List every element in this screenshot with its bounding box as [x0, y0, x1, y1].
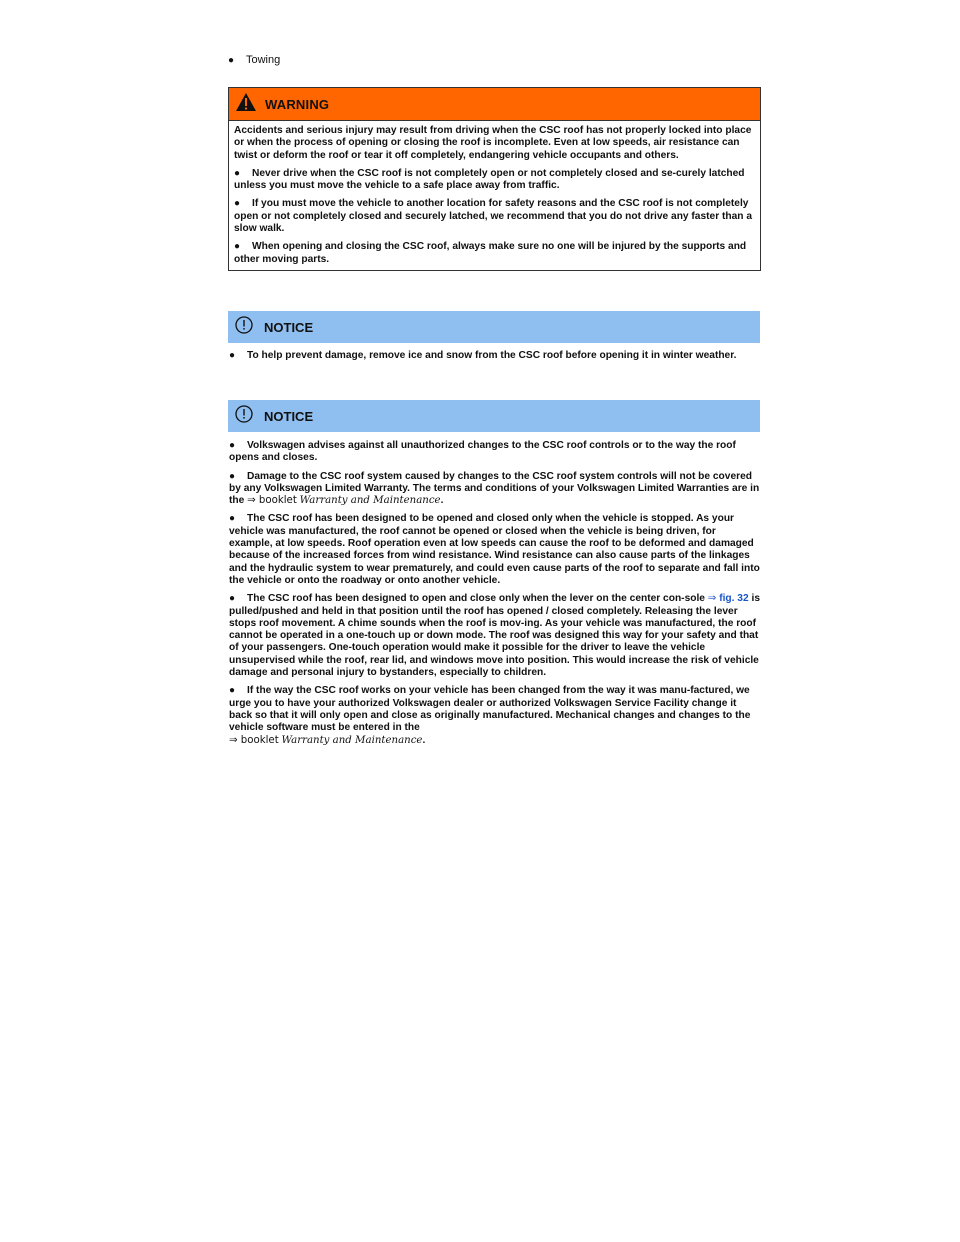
notice-body: [229, 440, 761, 753]
warning-intro: Accidents and serious injury may result from driving when the CSC roof has not properly locked into place or when the process of opening or closing the roof is incomplete. Even at low speeds, air resistance can twist or deform the roof or tear it off completely, endangering vehicle occupants and others.: [234, 125, 752, 161]
list-item: ● Never drive when the CSC roof is not completely open or not completely closed and se-curely latched unless you must move the vehicle to a safe place away from traffic.: [234, 167, 745, 192]
notice-title: NOTICE: [264, 319, 314, 335]
bullet-dot: ●: [229, 685, 236, 697]
warning-title: WARNING: [265, 96, 330, 112]
booklet-title: Warranty and Maintenance: [281, 734, 423, 746]
booklet-reference: ⇒ booklet: [229, 734, 279, 746]
notice-circle-icon: [234, 315, 254, 340]
bullet-dot: ●: [229, 470, 236, 482]
figure-arrow[interactable]: ⇒: [707, 593, 717, 605]
notice-circle-icon: [234, 404, 254, 429]
list-item: ● The CSC roof has been designed to open and close only when the lever on the center con-sole ⇒ fig. 32 is pulled/pushed and held in that position until the roof has opened / closed completely. Releasing the lever stops roof movement. A chime sounds when the roof is mov-ing. As your vehicle was manufactured, the roof cannot be operated in a one-touch up or down mode. The roof was designed this way for your safety and that of your passengers. One-touch operation would make it possible for the driver to leave the vehicle unsupervised while the roof, rear lid, and windows move into position. This would increase the risk of vehicle damage and personal injury to bystanders, especially to children.: [229, 593, 760, 679]
bullet-dot: ●: [234, 241, 241, 253]
list-item-text: Towing: [246, 54, 281, 66]
bullet-dot: ●: [229, 440, 236, 451]
bullet-dot: ●: [228, 54, 235, 66]
bullet-dot: ●: [234, 167, 241, 179]
list-item: ● To help prevent damage, remove ice and snow from the CSC roof before opening it in winter weather.: [229, 350, 737, 361]
figure-link[interactable]: fig. 32: [719, 593, 749, 605]
booklet-title: Warranty and Maintenance: [299, 495, 441, 507]
list-item: ● If the way the CSC roof works on your vehicle has been changed from the way it was manu-factured, we urge you to have your authorized Volkswagen dealer or authorized Volkswagen Service Facility change it back so that it will only open and close as originally manufactured. Mechanical changes and changes to the vehicle software must be entered in the ⇒ booklet Warranty and Maintenance.: [229, 685, 751, 746]
list-item: [228, 54, 280, 66]
list-item: ● If you must move the vehicle to another location for safety reasons and the CSC roof is not completely open or not completely closed and securely latched, we recommend that you do not drive any faster than a slow walk.: [234, 198, 752, 235]
bullet-dot: ●: [229, 513, 236, 525]
warning-body: [229, 121, 760, 270]
warning-header: [229, 88, 760, 121]
notice-header: [228, 400, 760, 432]
notice-header: [228, 311, 760, 343]
booklet-reference: ⇒ booklet: [247, 495, 297, 507]
list-item: ● When opening and closing the CSC roof, always make sure no one will be injured by the supports and other moving parts.: [234, 241, 747, 265]
list-item: ● Volkswagen advises against all unauthorized changes to the CSC roof controls or to the way the roof opens and closes.: [229, 440, 736, 464]
bullet-dot: ●: [234, 198, 241, 210]
bullet-dot: ●: [229, 593, 236, 605]
notice-body: [229, 350, 761, 368]
list-item: ● Damage to the CSC roof system caused by changes to the CSC roof system controls will not be covered by any Volkswagen Limited Warranty. The terms and conditions of your Volkswagen Limited Warranties are in the ⇒ booklet Warranty and Maintenance.: [229, 470, 760, 507]
bullet-dot: ●: [229, 350, 236, 361]
list-item: ● The CSC roof has been designed to be opened and closed only when the vehicle is stopped. As your vehicle was manufactured, the roof cannot be opened or closed when the vehicle is being driven, for example, at low speeds. Roof operation even at low speeds can cause the roof to be deformed and damaged because of the increased forces from wind resistance. Wind resistance can also cause parts of the linkages and the hydraulic system to wear prematurely, and could even cause parts of the roof to separate and fall into the vehicle or onto the roadway or onto another vehicle.: [229, 513, 760, 586]
warning-box: [228, 87, 761, 271]
notice-title: NOTICE: [264, 408, 314, 424]
warning-triangle-icon: [235, 92, 257, 117]
